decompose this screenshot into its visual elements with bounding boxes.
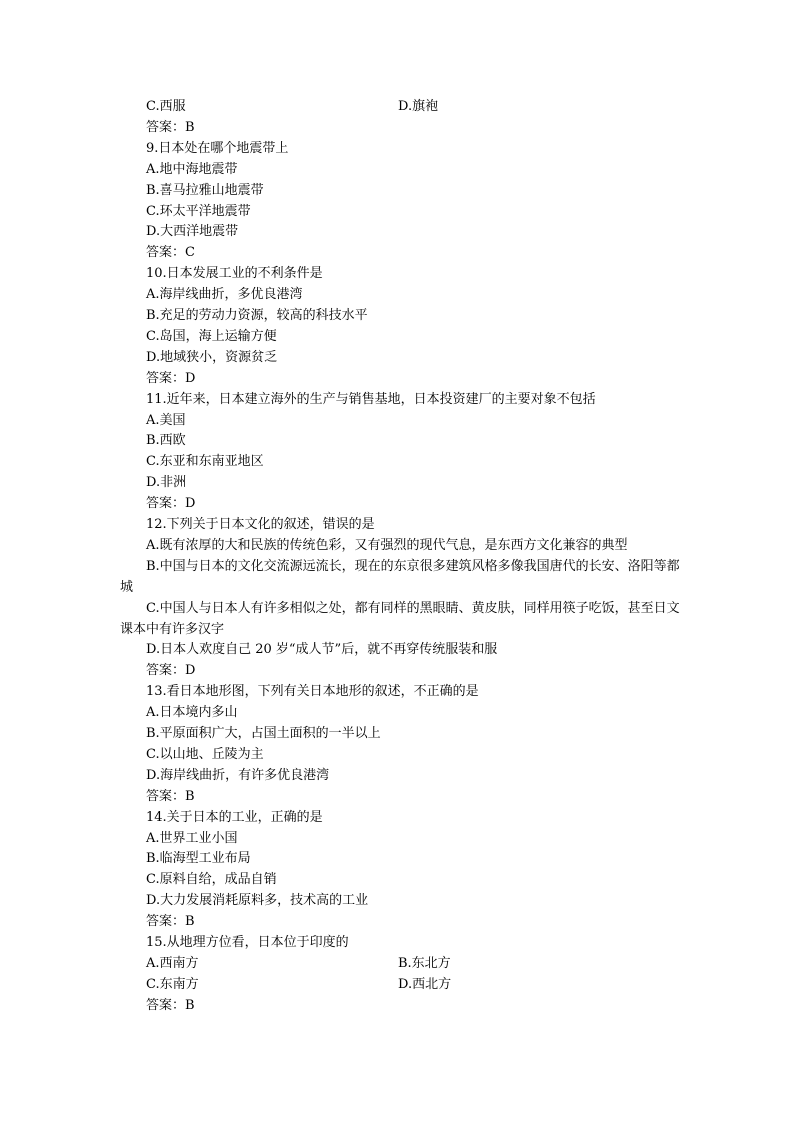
- q14-stem: 14.关于日本的工业，正确的是: [146, 809, 323, 825]
- q10-option-a: A.海岸线曲折，多优良港湾: [146, 287, 303, 303]
- q15-option-b: B.东北方: [398, 955, 451, 971]
- q14-option-a: A.世界工业小国: [146, 830, 238, 846]
- q9-option-d: D.大西洋地震带: [146, 224, 239, 240]
- q12-option-d: D.日本人欢度自己 20 岁“成人节”后，就不再穿传统服装和服: [146, 642, 498, 658]
- q9-option-b: B.喜马拉雅山地震带: [146, 182, 264, 198]
- q9-stem: 9.日本处在哪个地震带上: [146, 140, 289, 156]
- q15-answer: 答案：B: [146, 997, 195, 1013]
- q15-stem: 15.从地理方位看，日本位于印度的: [146, 935, 349, 950]
- q9-option-a: A.地中海地震带: [146, 161, 238, 177]
- q11-option-d: D.非洲: [146, 475, 187, 491]
- q11-answer: 答案：D: [146, 496, 196, 512]
- q14-option-b: B.临海型工业布局: [146, 851, 251, 867]
- q12-answer: 答案：D: [146, 663, 196, 679]
- q13-option-d: D.海岸线曲折，有许多优良港湾: [146, 767, 330, 783]
- q9-answer: 答案：C: [146, 245, 195, 261]
- q12-option-c: C.中国人与日本人有许多相似之处，都有同样的黑眼睛、黄皮肤，同样用筷子吃饭，甚至日文课本中有许多汉字: [120, 600, 680, 637]
- q13-option-a: A.日本境内多山: [146, 705, 238, 721]
- q12-stem: 12.下列关于日本文化的叙述，错误的是: [146, 517, 375, 532]
- q15-option-c: C.东南方: [146, 976, 199, 992]
- q12-option-a: A.既有浓厚的大和民族的传统色彩，又有强烈的现代气息，是东西方文化兼容的典型: [146, 537, 628, 553]
- q12-option-b: B.中国与日本的文化交流源远流长，现在的东京很多建筑风格多像我国唐代的长安、洛阳等都城: [120, 558, 680, 595]
- q8-option-c: C.西服: [146, 99, 186, 114]
- q13-option-b: B.平原面积广大，占国土面积的一半以上: [146, 726, 381, 741]
- q11-option-c: C.东亚和东南亚地区: [146, 454, 264, 470]
- q15-option-a: A.西南方: [146, 955, 199, 971]
- q14-answer: 答案：B: [146, 914, 195, 930]
- q14-option-c: C.原料自给，成品自销: [146, 872, 277, 888]
- q10-option-c: C.岛国，海上运输方便: [146, 328, 277, 344]
- q13-option-c: C.以山地、丘陵为主: [146, 746, 264, 762]
- q11-stem: 11.近年来，日本建立海外的生产与销售基地，日本投资建厂的主要对象不包括: [146, 391, 596, 407]
- q9-option-c: C.环太平洋地震带: [146, 203, 251, 219]
- q8-option-d: D.旗袍: [398, 99, 439, 114]
- q15-option-d: D.西北方: [398, 976, 452, 992]
- q8-answer: 答案：B: [146, 119, 195, 135]
- q10-answer: 答案：D: [146, 370, 196, 386]
- q13-stem: 13.看日本地形图，下列有关日本地形的叙述，不正确的是: [146, 684, 479, 700]
- q13-answer: 答案：B: [146, 788, 195, 804]
- q14-option-d: D.大力发展消耗原料多，技术高的工业: [146, 893, 369, 909]
- q10-stem: 10.日本发展工业的不利条件是: [146, 266, 323, 282]
- q11-option-b: B.西欧: [146, 433, 186, 449]
- q10-option-d: D.地域狭小，资源贫乏: [146, 349, 278, 365]
- q11-option-a: A.美国: [146, 412, 186, 428]
- q10-option-b: B.充足的劳动力资源，较高的科技水平: [146, 308, 368, 323]
